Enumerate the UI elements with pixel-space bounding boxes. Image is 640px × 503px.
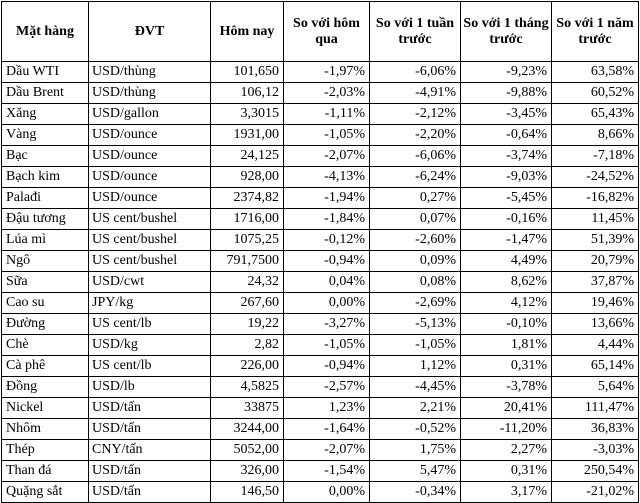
today-cell: 226,00 [211,356,284,377]
unit-cell: USD/tấn [89,419,211,440]
header-vs-yesterday: So với hôm qua [284,2,370,62]
vs-week-cell: 0,09% [370,251,461,272]
commodity-cell: Cao su [2,293,89,314]
commodity-cell: Xăng [2,104,89,125]
vs-yesterday-cell: -1,05% [284,125,370,146]
vs-week-cell: 5,47% [370,461,461,482]
today-cell: 928,00 [211,167,284,188]
vs-year-cell: -21,02% [552,482,639,503]
vs-yesterday-cell: -4,13% [284,167,370,188]
vs-year-cell: 111,47% [552,398,639,419]
unit-cell: CNY/tấn [89,440,211,461]
table-row [2,251,639,272]
vs-month-cell: -1,47% [461,230,552,251]
unit-cell: USD/tấn [89,482,211,503]
commodity-cell: Nhôm [2,419,89,440]
commodity-cell: Vàng [2,125,89,146]
vs-year-cell: 20,79% [552,251,639,272]
today-cell: 3,3015 [211,104,284,125]
table-row [2,104,639,125]
vs-month-cell: 4,12% [461,293,552,314]
vs-week-cell: -2,69% [370,293,461,314]
unit-cell: US cent/lb [89,314,211,335]
vs-month-cell: -0,64% [461,125,552,146]
today-cell: 24,32 [211,272,284,293]
vs-yesterday-cell: 0,00% [284,482,370,503]
today-cell: 5052,00 [211,440,284,461]
today-cell: 101,650 [211,62,284,83]
vs-yesterday-cell: -0,12% [284,230,370,251]
commodity-cell: Ngô [2,251,89,272]
commodity-cell: Đồng [2,377,89,398]
unit-cell: US cent/bushel [89,209,211,230]
vs-month-cell: 1,81% [461,335,552,356]
vs-month-cell: -3,78% [461,377,552,398]
vs-yesterday-cell: -2,07% [284,440,370,461]
vs-year-cell: 37,87% [552,272,639,293]
vs-week-cell: -0,52% [370,419,461,440]
vs-month-cell: 0,31% [461,356,552,377]
table-row [2,314,639,335]
table-row [2,167,639,188]
vs-week-cell: -5,13% [370,314,461,335]
header-commodity: Mặt hàng [2,2,89,62]
table-row [2,62,639,83]
today-cell: 1931,00 [211,125,284,146]
vs-year-cell: 65,43% [552,104,639,125]
unit-cell: USD/kg [89,335,211,356]
unit-cell: USD/tấn [89,461,211,482]
commodity-price-table-container [1,1,638,503]
header-today: Hôm nay [211,2,284,62]
vs-month-cell: 3,17% [461,482,552,503]
vs-year-cell: -16,82% [552,188,639,209]
commodity-cell: Bạch kim [2,167,89,188]
vs-yesterday-cell: -1,97% [284,62,370,83]
vs-yesterday-cell: -1,64% [284,419,370,440]
table-row [2,356,639,377]
vs-week-cell: 2,21% [370,398,461,419]
unit-cell: USD/thùng [89,83,211,104]
vs-week-cell: 0,08% [370,272,461,293]
commodity-cell: Cà phê [2,356,89,377]
vs-week-cell: 0,07% [370,209,461,230]
today-cell: 4,5825 [211,377,284,398]
vs-month-cell: -0,16% [461,209,552,230]
table-row [2,272,639,293]
unit-cell: USD/ounce [89,188,211,209]
vs-year-cell: 63,58% [552,62,639,83]
vs-year-cell: 60,52% [552,83,639,104]
vs-year-cell: 65,14% [552,356,639,377]
header-vs-year: So với 1 năm trước [552,2,639,62]
table-row [2,188,639,209]
today-cell: 1075,25 [211,230,284,251]
unit-cell: USD/cwt [89,272,211,293]
commodity-cell: Quặng sắt [2,482,89,503]
commodity-cell: Dầu Brent [2,83,89,104]
vs-week-cell: 0,27% [370,188,461,209]
unit-cell: USD/ounce [89,146,211,167]
vs-yesterday-cell: -2,07% [284,146,370,167]
unit-cell: US cent/bushel [89,230,211,251]
vs-month-cell: -9,88% [461,83,552,104]
table-body [2,62,639,503]
table-row [2,230,639,251]
vs-month-cell: -3,74% [461,146,552,167]
vs-yesterday-cell: 0,00% [284,293,370,314]
vs-week-cell: -4,45% [370,377,461,398]
vs-week-cell: -2,12% [370,104,461,125]
commodity-cell: Bạc [2,146,89,167]
unit-cell: USD/thùng [89,62,211,83]
vs-yesterday-cell: -3,27% [284,314,370,335]
commodity-cell: Sữa [2,272,89,293]
table-row [2,461,639,482]
table-row [2,377,639,398]
today-cell: 106,12 [211,83,284,104]
vs-month-cell: -9,03% [461,167,552,188]
today-cell: 3244,00 [211,419,284,440]
table-row [2,482,639,503]
vs-yesterday-cell: -0,94% [284,356,370,377]
vs-week-cell: -2,20% [370,125,461,146]
header-unit: ĐVT [89,2,211,62]
vs-year-cell: -7,18% [552,146,639,167]
vs-year-cell: 5,64% [552,377,639,398]
today-cell: 33875 [211,398,284,419]
vs-year-cell: 51,39% [552,230,639,251]
vs-week-cell: -2,60% [370,230,461,251]
vs-year-cell: -3,03% [552,440,639,461]
today-cell: 24,125 [211,146,284,167]
vs-year-cell: 36,83% [552,419,639,440]
commodity-cell: Đậu tương [2,209,89,230]
vs-week-cell: -4,91% [370,83,461,104]
vs-yesterday-cell: -1,84% [284,209,370,230]
commodity-cell: Thép [2,440,89,461]
vs-week-cell: -6,06% [370,146,461,167]
commodity-cell: Đường [2,314,89,335]
today-cell: 326,00 [211,461,284,482]
vs-yesterday-cell: -1,11% [284,104,370,125]
commodity-price-table [1,1,639,503]
vs-week-cell: -6,06% [370,62,461,83]
commodity-cell: Chè [2,335,89,356]
commodity-cell: Lúa mì [2,230,89,251]
today-cell: 146,50 [211,482,284,503]
commodity-cell: Palađi [2,188,89,209]
vs-week-cell: -1,05% [370,335,461,356]
unit-cell: USD/gallon [89,104,211,125]
vs-yesterday-cell: 1,23% [284,398,370,419]
unit-cell: USD/ounce [89,167,211,188]
vs-yesterday-cell: -1,94% [284,188,370,209]
vs-week-cell: -6,24% [370,167,461,188]
vs-year-cell: 13,66% [552,314,639,335]
vs-month-cell: 4,49% [461,251,552,272]
vs-yesterday-cell: -1,54% [284,461,370,482]
table-row [2,209,639,230]
unit-cell: USD/tấn [89,398,211,419]
vs-yesterday-cell: -1,05% [284,335,370,356]
vs-year-cell: 11,45% [552,209,639,230]
vs-week-cell: 1,75% [370,440,461,461]
unit-cell: US cent/bushel [89,251,211,272]
vs-yesterday-cell: -2,57% [284,377,370,398]
unit-cell: USD/ounce [89,125,211,146]
vs-year-cell: 19,46% [552,293,639,314]
today-cell: 2,82 [211,335,284,356]
today-cell: 2374,82 [211,188,284,209]
vs-month-cell: -11,20% [461,419,552,440]
table-row [2,335,639,356]
vs-month-cell: -0,10% [461,314,552,335]
unit-cell: USD/lb [89,377,211,398]
table-row [2,83,639,104]
vs-month-cell: 0,31% [461,461,552,482]
vs-year-cell: 4,44% [552,335,639,356]
table-header [2,2,639,62]
vs-month-cell: 8,62% [461,272,552,293]
header-vs-month: So với 1 tháng trước [461,2,552,62]
today-cell: 19,22 [211,314,284,335]
vs-month-cell: -9,23% [461,62,552,83]
table-row [2,440,639,461]
vs-year-cell: 250,54% [552,461,639,482]
header-vs-week: So với 1 tuần trước [370,2,461,62]
table-row [2,398,639,419]
vs-yesterday-cell: 0,04% [284,272,370,293]
table-row [2,125,639,146]
vs-month-cell: -3,45% [461,104,552,125]
vs-week-cell: -0,34% [370,482,461,503]
vs-month-cell: 20,41% [461,398,552,419]
vs-yesterday-cell: -2,03% [284,83,370,104]
today-cell: 791,7500 [211,251,284,272]
header-row [2,2,639,62]
vs-year-cell: 8,66% [552,125,639,146]
unit-cell: US cent/lb [89,356,211,377]
table-row [2,419,639,440]
commodity-cell: Dầu WTI [2,62,89,83]
vs-month-cell: 2,27% [461,440,552,461]
commodity-cell: Nickel [2,398,89,419]
vs-year-cell: -24,52% [552,167,639,188]
today-cell: 1716,00 [211,209,284,230]
unit-cell: JPY/kg [89,293,211,314]
vs-yesterday-cell: -0,94% [284,251,370,272]
vs-week-cell: 1,12% [370,356,461,377]
table-row [2,146,639,167]
vs-month-cell: -5,45% [461,188,552,209]
table-row [2,293,639,314]
today-cell: 267,60 [211,293,284,314]
commodity-cell: Than đá [2,461,89,482]
